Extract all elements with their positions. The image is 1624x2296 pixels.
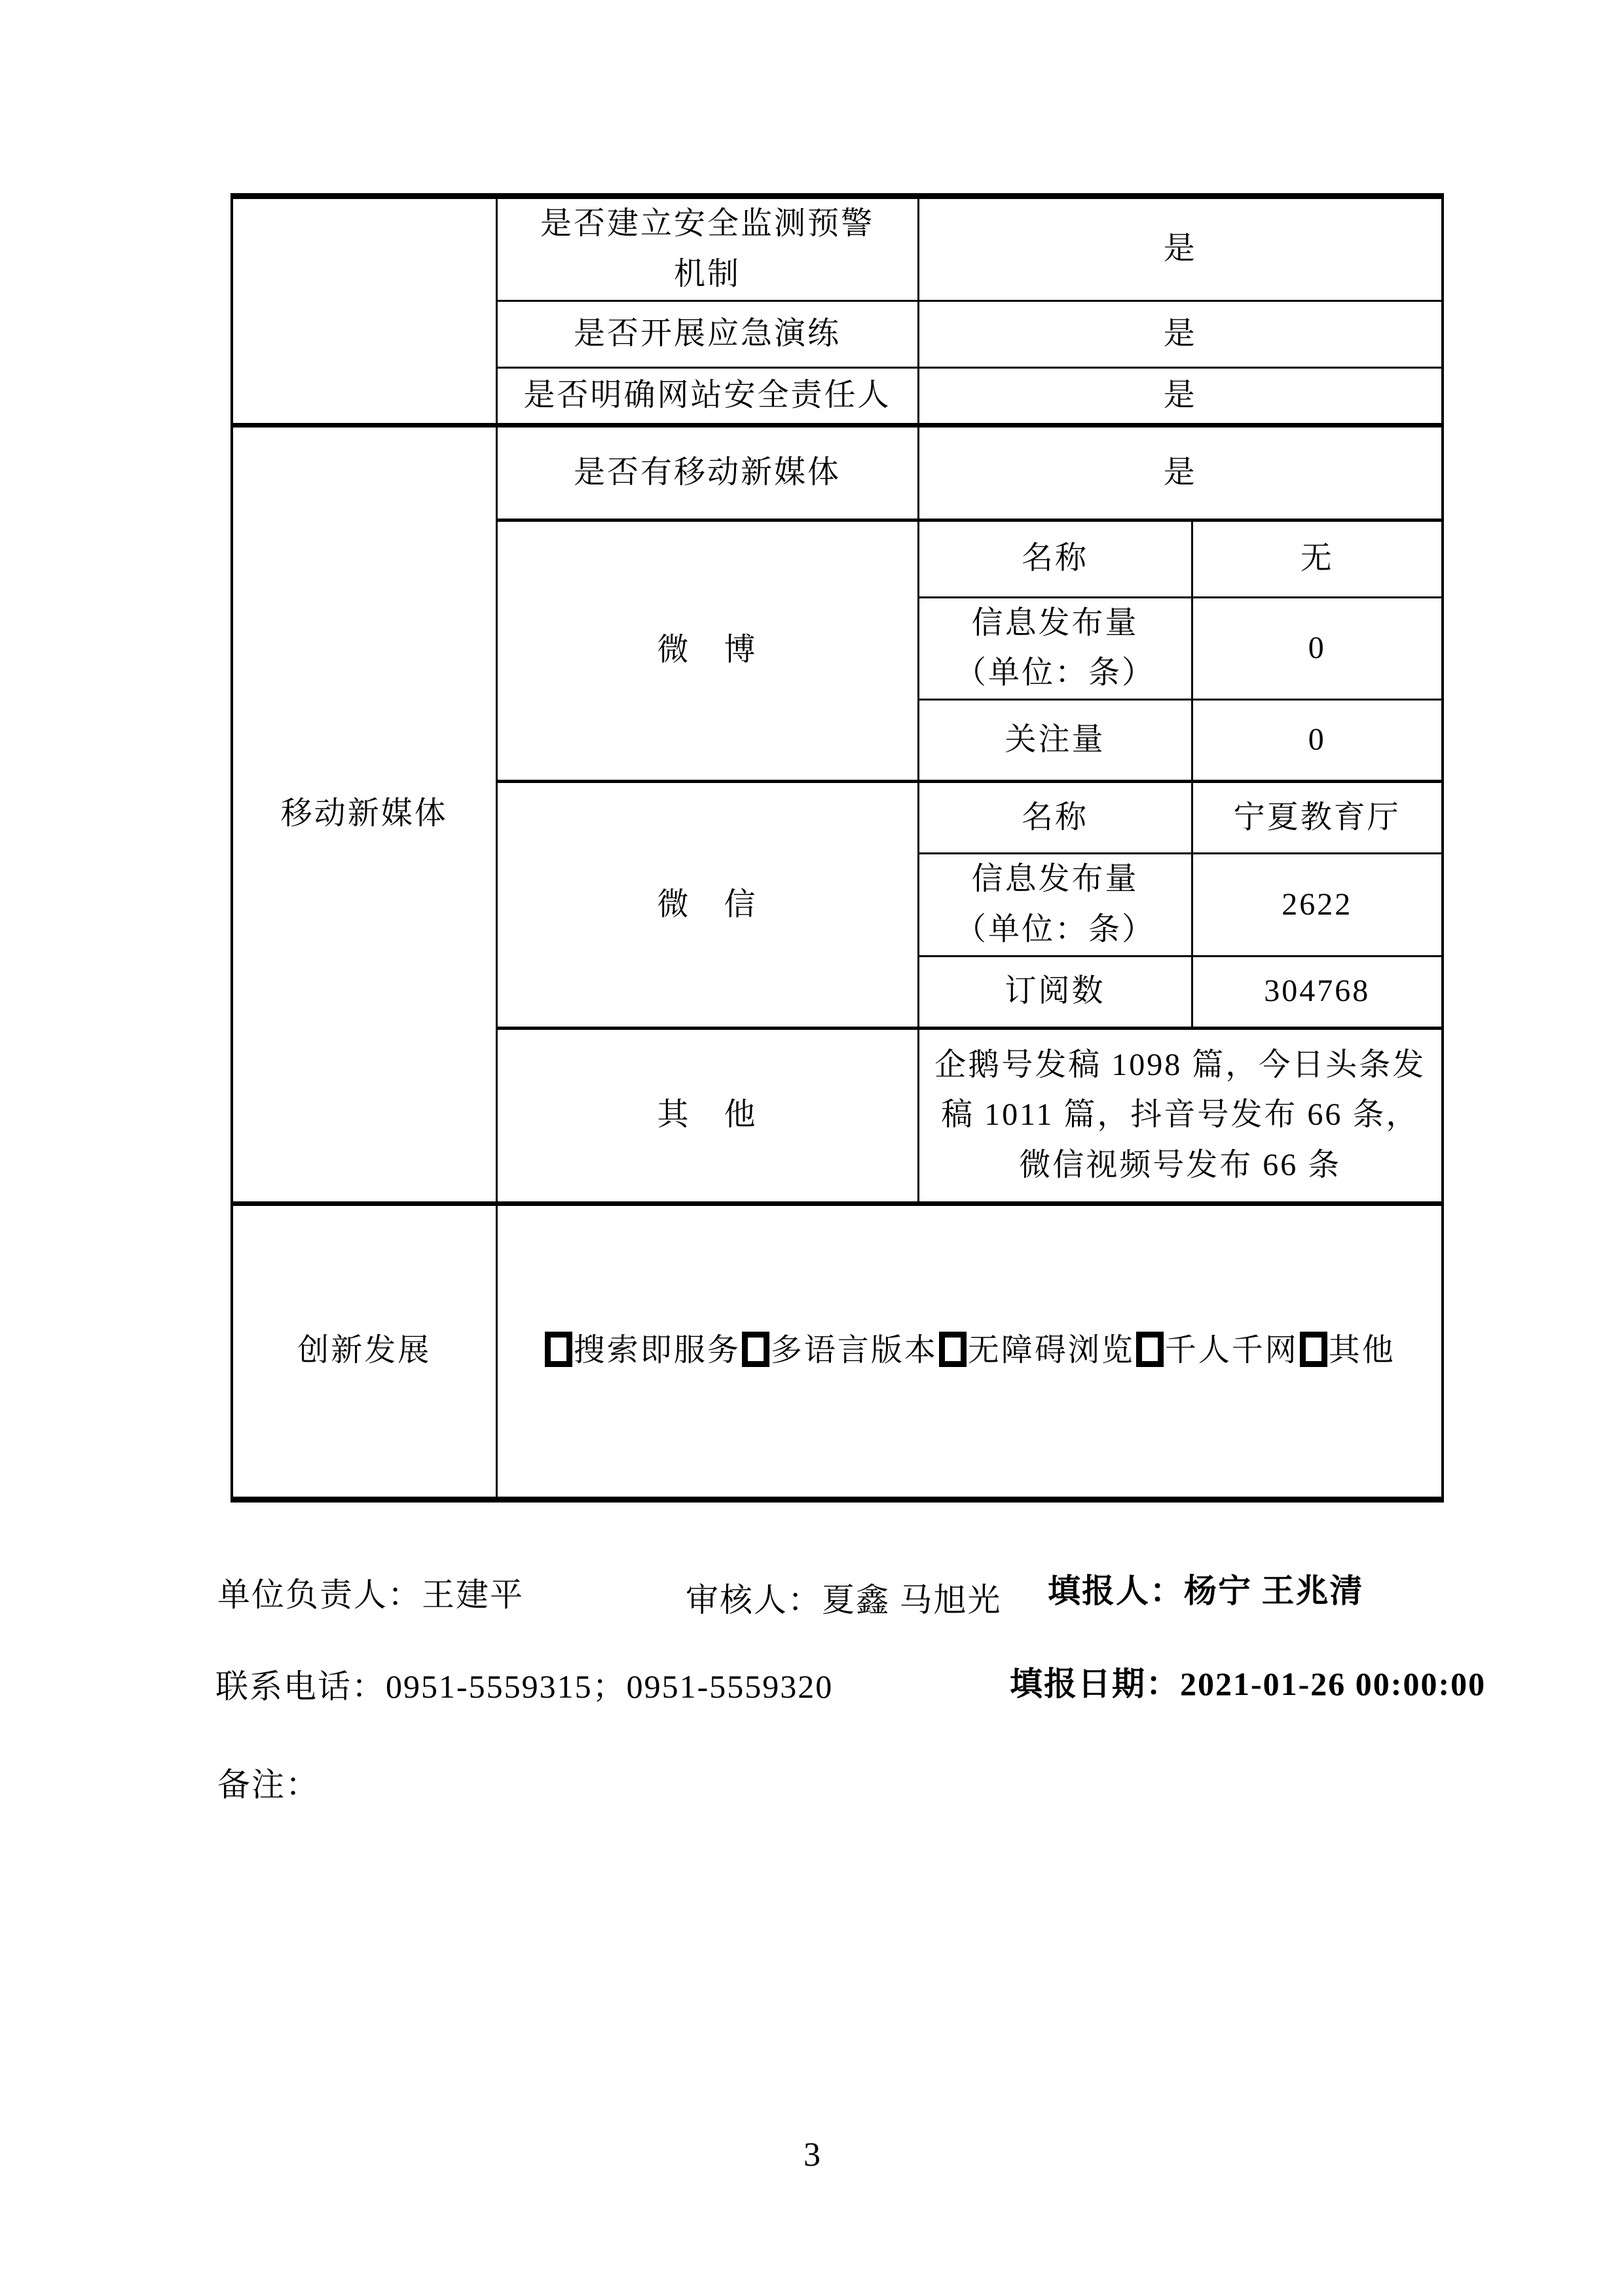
- emergency-drill-label: 是否开展应急演练: [496, 301, 918, 367]
- footer-remarks-label: 备注：: [217, 1766, 320, 1803]
- wechat-label: 微 信: [496, 782, 918, 1029]
- checkbox-personalized-web[interactable]: [1136, 1332, 1164, 1367]
- wechat-subscribers-label: 订阅数: [918, 956, 1192, 1028]
- section-label-mobile-media: 移动新媒体: [232, 425, 496, 1203]
- has-mobile-media-label: 是否有移动新媒体: [496, 425, 918, 520]
- checkbox-accessible-browsing[interactable]: [939, 1332, 967, 1367]
- wechat-posts-label-line1: 信息发布量: [971, 862, 1139, 897]
- weibo-followers-label: 关注量: [918, 700, 1192, 782]
- section-cell-empty: [232, 196, 496, 426]
- security-monitor-label-line1: 是否建立安全监测预警: [540, 206, 874, 241]
- weibo-label: 微 博: [496, 520, 918, 782]
- checkbox-multilingual-version[interactable]: [742, 1332, 769, 1367]
- innovation-options-cell: [496, 1203, 1443, 1499]
- wechat-subscribers-value: 304768: [1192, 956, 1443, 1028]
- weibo-name-label: 名称: [918, 520, 1192, 597]
- option-label-accessible-browsing: 无障碍浏览: [967, 1333, 1135, 1368]
- table-row: [232, 1203, 1443, 1499]
- option-label-search-as-service: 搜索即服务: [573, 1333, 741, 1368]
- footer-unit-head: 单位负责人：王建平: [217, 1576, 524, 1613]
- footer-reviewer: 审核人：夏鑫 马旭光: [686, 1582, 1002, 1618]
- footer-preparer: 填报人：杨宁 王兆清: [1048, 1573, 1364, 1609]
- weibo-posts-label-line2: （单位：条）: [954, 655, 1155, 691]
- security-monitor-value: 是: [918, 196, 1443, 301]
- option-label-other: 其他: [1328, 1333, 1395, 1368]
- has-mobile-media-value: 是: [918, 425, 1443, 520]
- wechat-posts-value: 2622: [1192, 854, 1443, 957]
- footer-phone: 联系电话：0951-5559315；0951-5559320: [215, 1668, 834, 1705]
- wechat-name-value: 宁夏教育厅: [1192, 782, 1443, 854]
- security-monitor-label-line2: 机制: [673, 256, 741, 291]
- option-label-multilingual-version: 多语言版本: [770, 1333, 938, 1368]
- other-media-value-line2: 稿 1011 篇，抖音号发布 66 条，: [941, 1097, 1420, 1133]
- wechat-posts-label-line2: （单位：条）: [954, 911, 1155, 947]
- weibo-followers-value: 0: [1192, 700, 1443, 782]
- section-label-innovation: 创新发展: [232, 1203, 496, 1499]
- security-monitor-label-cell: [496, 196, 918, 301]
- other-media-value-line3: 微信视频号发布 66 条: [1019, 1148, 1342, 1183]
- other-media-label: 其 他: [496, 1028, 918, 1203]
- weibo-posts-label-cell: [918, 597, 1192, 700]
- report-table: [231, 193, 1444, 1503]
- checkbox-search-as-service[interactable]: [545, 1332, 572, 1367]
- weibo-name-value: 无: [1192, 520, 1443, 597]
- table-row: [232, 196, 1443, 301]
- security-officer-value: 是: [918, 367, 1443, 425]
- checkbox-other[interactable]: [1300, 1332, 1327, 1367]
- security-officer-label: 是否明确网站安全责任人: [496, 367, 918, 425]
- option-label-personalized-web: 千人千网: [1164, 1333, 1299, 1368]
- other-media-value-line1: 企鹅号发稿 1098 篇，今日头条发: [934, 1047, 1426, 1082]
- other-media-value: [918, 1028, 1443, 1203]
- wechat-name-label: 名称: [918, 782, 1192, 854]
- footer-report-date: 填报日期：2021-01-26 00:00:00: [1010, 1666, 1486, 1702]
- weibo-posts-label-line1: 信息发布量: [971, 605, 1139, 640]
- weibo-posts-value: 0: [1192, 597, 1443, 700]
- wechat-posts-label-cell: [918, 854, 1192, 957]
- page-number: 3: [803, 2136, 821, 2174]
- emergency-drill-value: 是: [918, 301, 1443, 367]
- table-row: [232, 425, 1443, 520]
